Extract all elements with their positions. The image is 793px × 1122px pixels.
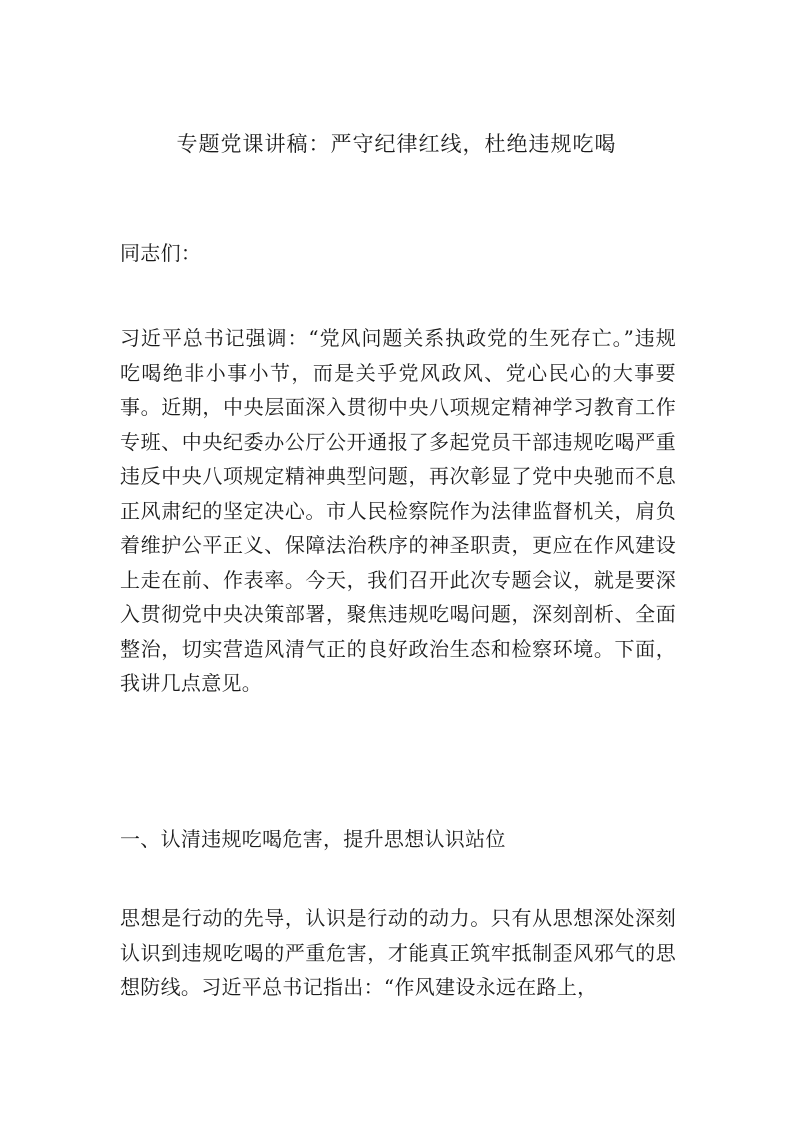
intro-paragraph: 习近平总书记强调：“党风问题关系执政党的生死存亡。”违规吃喝绝非小事小节，而是关乎党风政风、党心民心的大事要事。近期，中央层面深入贯彻中央八项规定精神学习教育工作专班、中央纪委办公厅公开通报了多起党员干部违规吃喝严重违反中央八项规定精神典型问题，再次彰显了党中央驰而不息正风肃纪的坚定决心。市人民检察院作为法律监督机关，肩负着维护公平正义、保障法治秩序的神圣职责，更应在作风建设上走在前、作表率。今天，我们召开此次专题会议，就是要深入贯彻党中央决策部署，聚焦违规吃喝问题，深刻剖析、全面整治，切实营造风清气正的良好政治生态和检察环境。下面，我讲几点意见。 <box>120 326 676 695</box>
document-title: 专题党课讲稿：严守纪律红线，杜绝违规吃喝 <box>176 132 617 156</box>
section-heading-1: 一、认清违规吃喝危害，提升思想认识站位 <box>120 827 506 851</box>
section-1-paragraph: 思想是行动的先导，认识是行动的动力。只有从思想深处深刻认识到违规吃喝的严重危害，才能真正筑牢抵制歪风邪气的思想防线。习近平总书记指出：“作风建设永远在路上， <box>120 906 676 999</box>
salutation: 同志们： <box>120 241 202 265</box>
